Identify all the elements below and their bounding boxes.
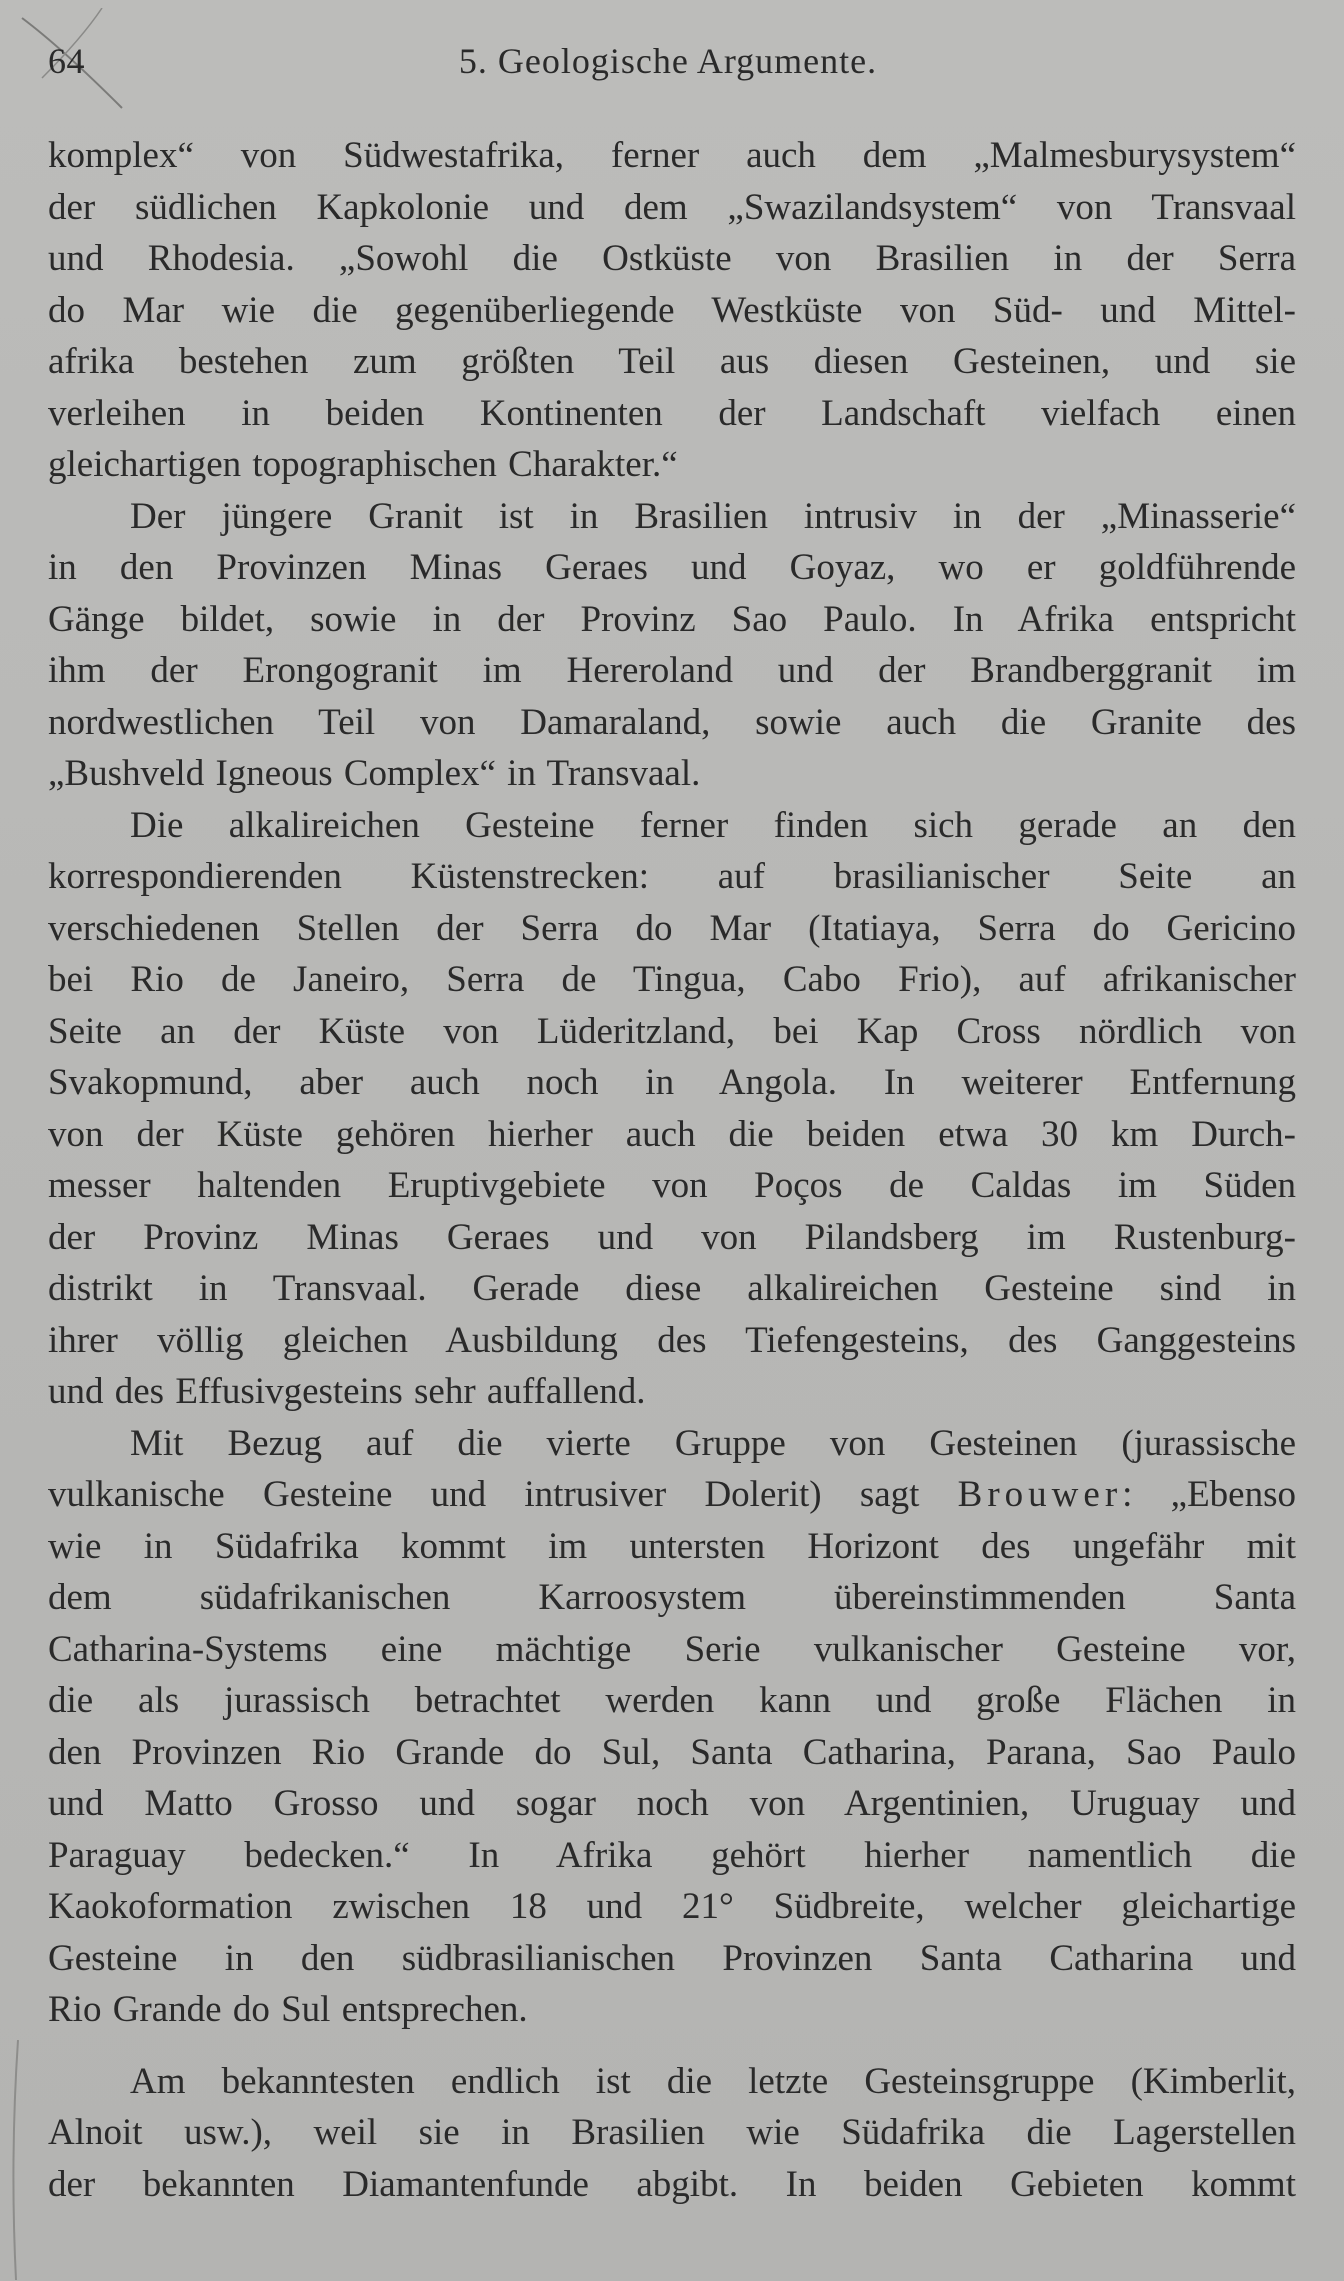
text-line: messer haltenden Eruptivgebiete von Poços de Caldas im Süden	[48, 1165, 1296, 1206]
text-line: bei Rio de Janeiro, Serra de Tingua, Cabo Frio), auf afrikanischer	[48, 959, 1296, 1000]
author-name: Brouwer	[957, 1474, 1123, 1515]
text-line: der südlichen Kapkolonie und dem „Swazilandsystem“ von Transvaal	[48, 186, 1296, 228]
text-line: und Matto Grosso und sogar noch von Argentinien, Uruguay und	[48, 1783, 1296, 1824]
text-segment: : „Ebenso	[1122, 1474, 1297, 1515]
paragraph-start-line: Mit Bezug auf die vierte Gruppe von Gesteinen (jurassische	[130, 1422, 1296, 1464]
text-line: Svakopmund, aber auch noch in Angola. In weiterer Entfernung	[48, 1062, 1296, 1103]
text-line: Catharina-Systems eine mächtige Serie vulkanischer Gesteine vor,	[48, 1628, 1296, 1670]
paragraph-gap	[48, 2036, 1296, 2056]
text-line: von der Küste gehören hierher auch die beiden etwa 30 km Durch-	[48, 1113, 1296, 1155]
text-line: Kaokoformation zwischen 18 und 21° Südbreite, welcher gleichartige	[48, 1886, 1296, 1927]
text-line: der bekannten Diamantenfunde abgibt. In beiden Gebieten kommt	[48, 2163, 1296, 2205]
text-line	[48, 1469, 1296, 1521]
text-line: gleichartigen topographischen Charakter.“	[48, 444, 678, 485]
text-line: und Rhodesia. „Sowohl die Ostküste von Brasilien in der Serra	[48, 238, 1296, 279]
text-line: Rio Grande do Sul entsprechen.	[48, 1989, 528, 2030]
text-segment: vulkanische Gesteine und intrusiver Dolerit) sagt	[48, 1474, 920, 1515]
running-head: 5. Geologische Argumente.	[458, 41, 878, 81]
text-line: nordwestlichen Teil von Damaraland, sowie auch die Granite des	[48, 701, 1296, 743]
page-number: 64	[48, 41, 85, 81]
text-line: komplex“ von Südwestafrika, ferner auch dem „Malmesburysystem“	[48, 135, 1296, 176]
text-line: und des Effusivgesteins sehr auffallend.	[48, 1371, 646, 1412]
paragraph-start-line: Die alkalireichen Gesteine ferner finden sich gerade an den	[130, 804, 1296, 846]
text-line: die als jurassisch betrachtet werden kann und große Flächen in	[48, 1680, 1296, 1721]
text-line: „Bushveld Igneous Complex“ in Transvaal.	[48, 753, 701, 794]
text-line: verleihen in beiden Kontinenten der Landschaft vielfach einen	[48, 392, 1296, 434]
text-line: dem südafrikanischen Karroosystem übereinstimmenden Santa	[48, 1577, 1296, 1618]
text-line: den Provinzen Rio Grande do Sul, Santa Catharina, Parana, Sao Paulo	[48, 1731, 1296, 1773]
text-line: afrika bestehen zum größten Teil aus diesen Gesteinen, und sie	[48, 341, 1296, 382]
text-line: verschiedenen Stellen der Serra do Mar (Itatiaya, Serra do Gericino	[48, 907, 1296, 949]
text-line: Seite an der Küste von Lüderitzland, bei Kap Cross nördlich von	[48, 1010, 1296, 1052]
text-line: Paraguay bedecken.“ In Afrika gehört hierher namentlich die	[48, 1834, 1296, 1876]
text-line: in den Provinzen Minas Geraes und Goyaz, wo er goldführende	[48, 547, 1296, 588]
text-line: distrikt in Transvaal. Gerade diese alkalireichen Gesteine sind in	[48, 1268, 1296, 1309]
text-line: ihrer völlig gleichen Ausbildung des Tiefengesteins, des Ganggesteins	[48, 1319, 1296, 1361]
margin-mark	[0, 2040, 30, 2280]
paragraph-start-line: Am bekanntesten endlich ist die letzte Gesteinsgruppe (Kimberlit,	[130, 2060, 1296, 2102]
page-header	[48, 36, 1288, 86]
text-line: der Provinz Minas Geraes und von Pilandsberg im Rustenburg-	[48, 1216, 1296, 1258]
paragraph-start-line: Der jüngere Granit ist in Brasilien intrusiv in der „Minasserie“	[130, 495, 1296, 537]
text-line: do Mar wie die gegenüberliegende Westküste von Süd- und Mittel-	[48, 289, 1296, 331]
body-text	[48, 130, 1296, 2210]
text-line: Alnoit usw.), weil sie in Brasilien wie Südafrika die Lagerstellen	[48, 2112, 1296, 2153]
text-line: wie in Südafrika kommt im untersten Horizont des ungefähr mit	[48, 1525, 1296, 1567]
text-line: Gänge bildet, sowie in der Provinz Sao Paulo. In Afrika entspricht	[48, 598, 1296, 640]
text-line: ihm der Erongogranit im Hereroland und der Brandberggranit im	[48, 650, 1296, 691]
text-line: Gesteine in den südbrasilianischen Provinzen Santa Catharina und	[48, 1937, 1296, 1979]
text-line: korrespondierenden Küstenstrecken: auf brasilianischer Seite an	[48, 856, 1296, 897]
